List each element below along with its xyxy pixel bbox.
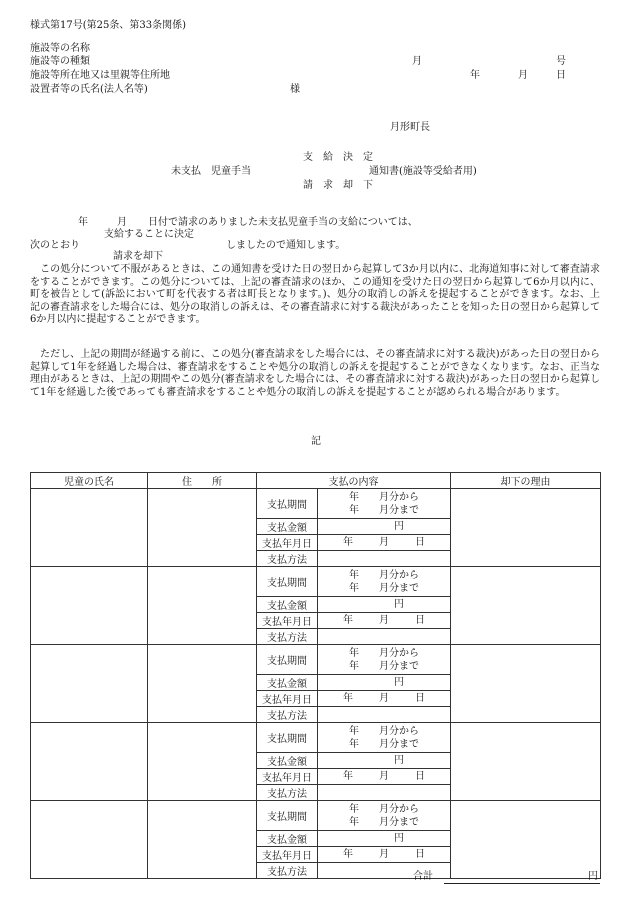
doc-number-month: 月 bbox=[412, 56, 422, 67]
total-label: 合計 bbox=[413, 871, 433, 882]
period-value[interactable] bbox=[318, 567, 451, 597]
address-cell[interactable] bbox=[148, 723, 257, 801]
table-row bbox=[31, 567, 601, 597]
date-value[interactable] bbox=[318, 769, 451, 785]
period-from: 年 月分から bbox=[349, 725, 419, 737]
date-label: 支払年月日 bbox=[257, 847, 318, 863]
intro-choice-upper: 支給することに決定 bbox=[104, 229, 194, 240]
date-year: 年 bbox=[470, 70, 480, 81]
amount-unit: 円 bbox=[394, 755, 404, 766]
period-to: 年 月分まで bbox=[349, 816, 419, 828]
form-number: 様式第17号(第25条、第33条関係) bbox=[30, 20, 186, 31]
header-child-name: 児童の氏名 bbox=[31, 473, 148, 489]
header-rejection-reason: 却下の理由 bbox=[451, 473, 601, 489]
child-name-cell[interactable] bbox=[31, 567, 148, 645]
period-value[interactable] bbox=[318, 723, 451, 753]
date-value[interactable] bbox=[318, 613, 451, 629]
date-day-unit: 日 bbox=[415, 693, 425, 704]
address-cell[interactable] bbox=[148, 801, 257, 879]
child-name-cell[interactable] bbox=[31, 645, 148, 723]
doc-number-label: 号 bbox=[556, 56, 566, 67]
facility-address-label: 施設等所在地又は里親等住所地 bbox=[30, 70, 170, 81]
table-row bbox=[31, 801, 601, 831]
date-value[interactable] bbox=[318, 847, 451, 863]
period-from: 年 月分から bbox=[349, 569, 419, 581]
date-day-unit: 日 bbox=[415, 537, 425, 548]
method-label: 支払方法 bbox=[257, 707, 318, 723]
date-month-unit: 月 bbox=[379, 693, 389, 704]
table-row bbox=[31, 645, 601, 675]
date-day-unit: 日 bbox=[415, 771, 425, 782]
amount-value[interactable] bbox=[318, 675, 451, 691]
intro-choice-lower: 請求を却下 bbox=[113, 251, 163, 262]
rejection-reason-cell[interactable] bbox=[451, 723, 601, 801]
intro-year: 年 bbox=[78, 217, 88, 228]
title-prefix: 未支払 児童手当 bbox=[171, 166, 251, 177]
intro-month: 月 bbox=[117, 217, 127, 228]
amount-label: 支払金額 bbox=[257, 831, 318, 847]
child-name-cell[interactable] bbox=[31, 723, 148, 801]
title-suffix: 通知書(施設等受給者用) bbox=[369, 166, 477, 177]
date-day-unit: 日 bbox=[415, 849, 425, 860]
table-row bbox=[31, 723, 601, 753]
date-day-unit: 日 bbox=[415, 615, 425, 626]
amount-label: 支払金額 bbox=[257, 753, 318, 769]
total-line bbox=[444, 883, 600, 884]
facility-name-label: 施設等の名称 bbox=[30, 43, 90, 54]
period-label: 支払期間 bbox=[257, 645, 318, 675]
period-value[interactable] bbox=[318, 645, 451, 675]
period-label: 支払期間 bbox=[257, 489, 318, 519]
rejection-reason-cell[interactable] bbox=[451, 801, 601, 879]
date-month-unit: 月 bbox=[379, 537, 389, 548]
payment-table bbox=[30, 472, 601, 879]
date-label: 支払年月日 bbox=[257, 691, 318, 707]
date-month-unit: 月 bbox=[379, 771, 389, 782]
address-cell[interactable] bbox=[148, 567, 257, 645]
rejection-reason-cell[interactable] bbox=[451, 489, 601, 567]
date-month-unit: 月 bbox=[379, 615, 389, 626]
period-value[interactable] bbox=[318, 489, 451, 519]
amount-unit: 円 bbox=[394, 521, 404, 532]
title-lower: 請 求 却 下 bbox=[303, 180, 373, 191]
sama-label: 様 bbox=[290, 84, 300, 95]
amount-unit: 円 bbox=[394, 677, 404, 688]
intro-line2-right: しましたので通知します。 bbox=[226, 240, 346, 251]
date-label: 支払年月日 bbox=[257, 769, 318, 785]
period-label: 支払期間 bbox=[257, 801, 318, 831]
period-to: 年 月分まで bbox=[349, 582, 419, 594]
period-label: 支払期間 bbox=[257, 567, 318, 597]
method-label: 支払方法 bbox=[257, 551, 318, 567]
amount-unit: 円 bbox=[394, 833, 404, 844]
method-label: 支払方法 bbox=[257, 863, 318, 879]
method-value[interactable] bbox=[318, 629, 451, 645]
date-day: 日 bbox=[556, 70, 566, 81]
child-name-cell[interactable] bbox=[31, 489, 148, 567]
amount-value[interactable] bbox=[318, 597, 451, 613]
method-label: 支払方法 bbox=[257, 785, 318, 801]
notice-paragraph-1: この処分について不服があるときは、この通知書を受けた日の翌日から起算して3か月以内に、北海道知事に対して審査請求をすることができます。この処分については、上記の審査請求のほか、この通知を受けた日の翌日から起算して6か月以内に、町を被告として(訴訟において町を代表する者は町長となります。)、処分の取消しの訴えを提起することができます。なお、上記の審査請求をした場合には、処分の取消しの訴えは、その審査請求に対する裁決があったことを知った日の翌日から起算して6か月以内に提起することができます。 bbox=[30, 264, 600, 325]
header-payment-content: 支払の内容 bbox=[257, 473, 451, 489]
date-value[interactable] bbox=[318, 535, 451, 551]
date-year-unit: 年 bbox=[343, 849, 353, 860]
ki-label: 記 bbox=[311, 436, 321, 447]
period-from: 年 月分から bbox=[349, 491, 419, 503]
method-label: 支払方法 bbox=[257, 629, 318, 645]
period-value[interactable] bbox=[318, 801, 451, 831]
amount-value[interactable] bbox=[318, 831, 451, 847]
header-address: 住 所 bbox=[148, 473, 257, 489]
facility-type-label: 施設等の種類 bbox=[30, 56, 90, 67]
method-value[interactable] bbox=[318, 707, 451, 723]
operator-name-label: 設置者等の氏名(法人名等) bbox=[30, 84, 148, 95]
amount-unit: 円 bbox=[394, 599, 404, 610]
period-to: 年 月分まで bbox=[349, 660, 419, 672]
period-to: 年 月分まで bbox=[349, 504, 419, 516]
amount-value[interactable] bbox=[318, 753, 451, 769]
table-row bbox=[31, 489, 601, 519]
method-value[interactable] bbox=[318, 551, 451, 567]
date-year-unit: 年 bbox=[343, 537, 353, 548]
amount-label: 支払金額 bbox=[257, 519, 318, 535]
date-month: 月 bbox=[518, 70, 528, 81]
date-year-unit: 年 bbox=[343, 693, 353, 704]
title-upper: 支 給 決 定 bbox=[303, 152, 373, 163]
amount-label: 支払金額 bbox=[257, 597, 318, 613]
date-label: 支払年月日 bbox=[257, 613, 318, 629]
date-year-unit: 年 bbox=[343, 771, 353, 782]
rejection-reason-cell[interactable] bbox=[451, 645, 601, 723]
period-to: 年 月分まで bbox=[349, 738, 419, 750]
amount-value[interactable] bbox=[318, 519, 451, 535]
date-value[interactable] bbox=[318, 691, 451, 707]
period-label: 支払期間 bbox=[257, 723, 318, 753]
intro-line1: 日付で請求のありました未支払児童手当の支給については、 bbox=[148, 217, 418, 228]
address-cell[interactable] bbox=[148, 645, 257, 723]
period-from: 年 月分から bbox=[349, 647, 419, 659]
intro-line2-left: 次のとおり bbox=[30, 240, 80, 251]
address-cell[interactable] bbox=[148, 489, 257, 567]
total-unit: 円 bbox=[588, 871, 598, 882]
issuer: 月形町長 bbox=[390, 122, 430, 133]
period-from: 年 月分から bbox=[349, 803, 419, 815]
date-month-unit: 月 bbox=[379, 849, 389, 860]
date-label: 支払年月日 bbox=[257, 535, 318, 551]
method-value[interactable] bbox=[318, 785, 451, 801]
notice-paragraph-2: ただし、上記の期間が経過する前に、この処分(審査請求をした場合には、その審査請求に対する裁決)があった日の翌日から起算して1年を経過した場合は、審査請求をすることや処分の取消しの訴えを提起することができなくなります。なお、正当な理由があるときは、上記の期間やこの処分(審査請求をした場合には、その審査請求に対する裁決)があった日の翌日から起算して1年を経過した後であっても審査請求をすることや処分の取消しの訴えを提起することが認められる場合があります。 bbox=[30, 349, 600, 398]
child-name-cell[interactable] bbox=[31, 801, 148, 879]
amount-label: 支払金額 bbox=[257, 675, 318, 691]
date-year-unit: 年 bbox=[343, 615, 353, 626]
rejection-reason-cell[interactable] bbox=[451, 567, 601, 645]
